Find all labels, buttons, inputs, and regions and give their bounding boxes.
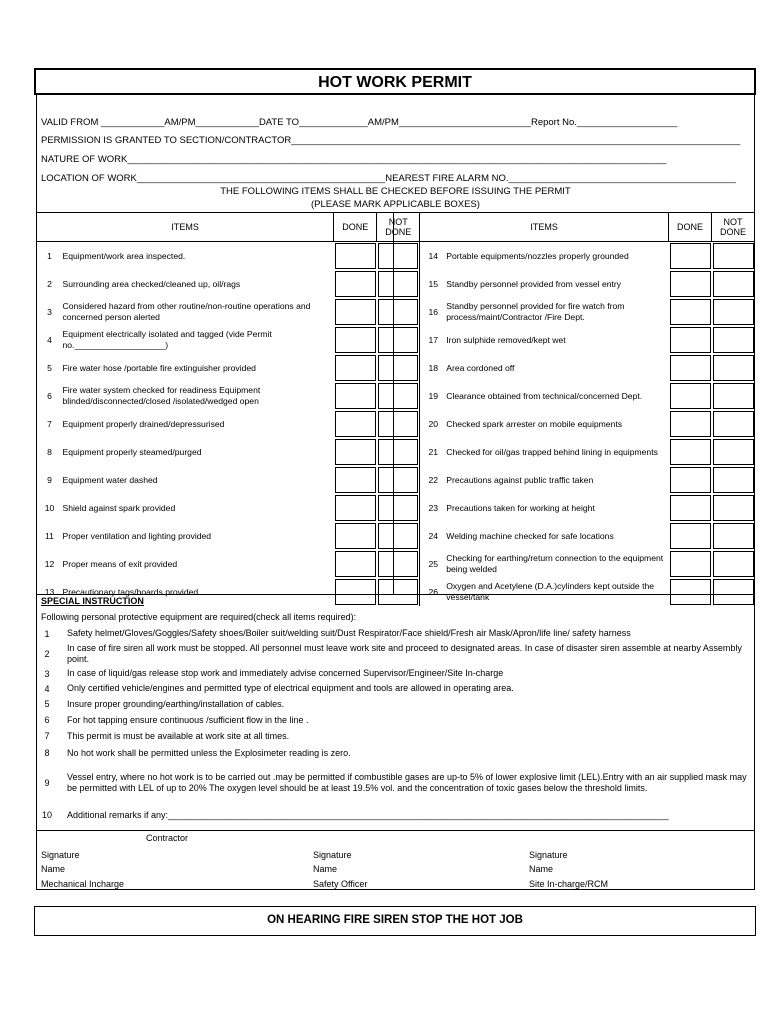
instruction-number: 3 bbox=[44, 668, 50, 679]
item-number: 10 bbox=[44, 503, 55, 513]
item-text: Clearance obtained from technical/concerned Dept. bbox=[446, 390, 643, 401]
not-done-checkbox[interactable] bbox=[713, 243, 754, 269]
item-text: Standby personnel provided from vessel entry bbox=[446, 278, 622, 289]
item-number: 1 bbox=[47, 251, 52, 261]
table-row bbox=[37, 466, 755, 494]
not-done-checkbox[interactable] bbox=[713, 495, 754, 521]
item-text: Portable equipments/nozzles properly grounded bbox=[446, 250, 629, 261]
name-label-2: Name bbox=[313, 864, 338, 874]
item-number: 5 bbox=[47, 363, 52, 373]
done-checkbox[interactable] bbox=[670, 439, 711, 465]
not-done-checkbox[interactable] bbox=[713, 299, 754, 325]
signature-label-3: Signature bbox=[529, 850, 568, 860]
table-row bbox=[37, 494, 755, 522]
not-done-checkbox[interactable] bbox=[713, 355, 754, 381]
not-done-checkbox[interactable] bbox=[713, 411, 754, 437]
done-checkbox[interactable] bbox=[670, 495, 711, 521]
check-instruction: THE FOLLOWING ITEMS SHALL BE CHECKED BEFORE ISSUING THE PERMIT bbox=[220, 186, 571, 197]
role-label-1: Mechanical Incharge bbox=[41, 879, 125, 889]
signature-label-2: Signature bbox=[313, 850, 352, 860]
table-row bbox=[37, 578, 755, 606]
list-item bbox=[36, 744, 751, 762]
valid-from-line[interactable]: VALID FROM ____________AM/PM____________DATE TO_____________AM/PM_________________________Report No.___________________ bbox=[41, 117, 678, 128]
not-done-checkbox[interactable] bbox=[378, 551, 419, 577]
done-checkbox[interactable] bbox=[335, 411, 376, 437]
table-row bbox=[37, 242, 755, 271]
table-row bbox=[37, 522, 755, 550]
signature-label-1: Signature bbox=[41, 850, 80, 860]
table-row bbox=[37, 298, 755, 326]
list-item bbox=[36, 641, 751, 666]
instruction-number: 4 bbox=[44, 683, 50, 694]
done-checkbox[interactable] bbox=[335, 355, 376, 381]
item-number: 21 bbox=[428, 447, 439, 457]
item-text: Checked spark arrester on mobile equipments bbox=[446, 418, 623, 429]
col-items-right: ITEMS bbox=[420, 213, 669, 242]
item-number: 19 bbox=[428, 391, 439, 401]
item-text: Equipment properly steamed/purged bbox=[62, 446, 202, 457]
table-row bbox=[37, 382, 755, 410]
done-checkbox[interactable] bbox=[335, 383, 376, 409]
instruction-text: In case of liquid/gas release stop work and immediately advise concerned Supervisor/Engineer/Site In-charge bbox=[67, 668, 504, 678]
special-instruction-subtitle: Following personal protective equipment are required(check all items required): bbox=[41, 612, 357, 622]
done-checkbox[interactable] bbox=[335, 299, 376, 325]
done-checkbox[interactable] bbox=[335, 243, 376, 269]
not-done-checkbox[interactable] bbox=[378, 271, 419, 297]
not-done-checkbox[interactable] bbox=[378, 383, 419, 409]
instruction-text[interactable]: Additional remarks if any:____________________________________________________________________________________________________ bbox=[67, 809, 669, 820]
table-row bbox=[37, 410, 755, 438]
instruction-number: 9 bbox=[44, 778, 50, 788]
item-number: 18 bbox=[428, 363, 439, 373]
list-item bbox=[36, 728, 751, 744]
item-text: Welding machine checked for safe locations bbox=[446, 530, 614, 541]
list-item bbox=[36, 626, 751, 641]
item-number: 23 bbox=[428, 503, 439, 513]
not-done-checkbox[interactable] bbox=[378, 439, 419, 465]
not-done-checkbox[interactable] bbox=[378, 467, 419, 493]
item-text: Proper ventilation and lighting provided bbox=[62, 530, 212, 541]
item-number: 4 bbox=[47, 335, 52, 345]
permission-line[interactable]: PERMISSION IS GRANTED TO SECTION/CONTRACTOR_____________________________________________________________________________________ bbox=[41, 135, 741, 146]
not-done-checkbox[interactable] bbox=[378, 355, 419, 381]
done-checkbox[interactable] bbox=[335, 327, 376, 353]
not-done-checkbox[interactable] bbox=[713, 523, 754, 549]
done-checkbox[interactable] bbox=[670, 271, 711, 297]
done-checkbox[interactable] bbox=[670, 383, 711, 409]
item-text: Equipment properly drained/depressurised bbox=[62, 418, 225, 429]
not-done-checkbox[interactable] bbox=[378, 243, 419, 269]
not-done-checkbox[interactable] bbox=[378, 411, 419, 437]
item-number: 25 bbox=[428, 559, 439, 569]
item-number: 12 bbox=[44, 559, 55, 569]
col-done-left: DONE bbox=[334, 213, 377, 242]
done-checkbox[interactable] bbox=[335, 523, 376, 549]
location-of-work-line[interactable]: LOCATION OF WORK_______________________________________________NEAREST FIRE ALARM NO.___________________________________________ bbox=[41, 173, 736, 184]
item-number: 13 bbox=[44, 587, 55, 597]
item-number: 22 bbox=[428, 475, 439, 485]
instruction-text: Insure proper grounding/earthing/installation of cables. bbox=[67, 698, 285, 709]
done-checkbox[interactable] bbox=[670, 243, 711, 269]
special-instruction-list bbox=[36, 626, 751, 826]
item-text: Checked for oil/gas trapped behind lining in equipments bbox=[446, 446, 658, 457]
item-text: Surrounding area checked/cleaned up, oil/rags bbox=[62, 278, 241, 289]
item-number: 17 bbox=[428, 335, 439, 345]
list-item bbox=[36, 804, 751, 826]
not-done-checkbox[interactable] bbox=[713, 467, 754, 493]
item-number: 26 bbox=[428, 587, 439, 597]
not-done-checkbox[interactable] bbox=[713, 439, 754, 465]
name-label-3: Name bbox=[529, 864, 554, 874]
item-text: Precautions taken for working at height bbox=[446, 502, 595, 513]
done-checkbox[interactable] bbox=[335, 439, 376, 465]
done-checkbox[interactable] bbox=[335, 467, 376, 493]
item-text: Proper means of exit provided bbox=[62, 558, 178, 569]
col-done-right: DONE bbox=[669, 213, 712, 242]
special-separator bbox=[36, 594, 755, 595]
item-text: Equipment water dashed bbox=[62, 474, 158, 485]
not-done-checkbox[interactable] bbox=[378, 523, 419, 549]
item-number: 24 bbox=[428, 531, 439, 541]
item-number: 14 bbox=[428, 251, 439, 261]
done-checkbox[interactable] bbox=[670, 411, 711, 437]
done-checkbox[interactable] bbox=[670, 579, 711, 605]
item-text: Equipment/work area inspected. bbox=[62, 250, 186, 261]
col-not-done-left: NOT DONE bbox=[377, 213, 420, 242]
item-number: 16 bbox=[428, 307, 439, 317]
item-text: Shield against spark provided bbox=[62, 502, 176, 513]
check-instruction-note: (PLEASE MARK APPLICABLE BOXES) bbox=[311, 199, 480, 210]
item-text: Equipment electrically isolated and tagged (vide Permit no.___________________) bbox=[62, 329, 272, 350]
instruction-text: Vessel entry, where no hot work is to be carried out .may be permitted if combustible gases are up-to 5% of lower explosive limit (LEL).Entry with an air supplied mask may be permitted with LEL of up to 20% The oxygen level should be at least 19.5% vol. and the concentration of toxic gases below the threshold limits. bbox=[67, 772, 747, 793]
signature-separator bbox=[36, 830, 755, 831]
done-checkbox[interactable] bbox=[670, 467, 711, 493]
nature-of-work-line[interactable]: NATURE OF WORK______________________________________________________________________________________________________ bbox=[41, 154, 667, 165]
col-not-done-right: NOT DONE bbox=[712, 213, 755, 242]
table-row bbox=[37, 550, 755, 578]
done-checkbox[interactable] bbox=[335, 495, 376, 521]
not-done-checkbox[interactable] bbox=[378, 327, 419, 353]
instruction-number: 8 bbox=[44, 748, 50, 758]
special-instruction-title: SPECIAL INSTRUCTION bbox=[41, 596, 144, 606]
instruction-text: No hot work shall be permitted unless the Explosimeter reading is zero. bbox=[67, 747, 351, 758]
item-number: 6 bbox=[47, 391, 52, 401]
item-number: 11 bbox=[45, 531, 54, 541]
done-checkbox[interactable] bbox=[670, 523, 711, 549]
not-done-checkbox[interactable] bbox=[713, 551, 754, 577]
item-text: Considered hazard from other routine/non-routine operations and concerned person alerted bbox=[62, 301, 311, 322]
permit-title: HOT WORK PERMIT bbox=[34, 68, 756, 95]
table-divider bbox=[393, 212, 394, 594]
not-done-checkbox[interactable] bbox=[378, 299, 419, 325]
instruction-text: This permit is must be available at work site at all times. bbox=[67, 730, 290, 741]
not-done-checkbox[interactable] bbox=[378, 579, 419, 605]
item-number: 15 bbox=[428, 279, 439, 289]
col-items-left: ITEMS bbox=[37, 213, 334, 242]
instruction-number: 2 bbox=[44, 648, 50, 659]
item-text: Oxygen and Acetylene (D.A.)cylinders kept outside the vessel/tank bbox=[446, 581, 655, 602]
list-item bbox=[36, 712, 751, 728]
contractor-label: Contractor bbox=[146, 833, 189, 843]
done-checkbox[interactable] bbox=[670, 551, 711, 577]
instruction-number: 5 bbox=[44, 699, 50, 709]
item-number: 20 bbox=[428, 419, 439, 429]
item-text: Area cordoned off bbox=[446, 362, 515, 373]
not-done-checkbox[interactable] bbox=[378, 495, 419, 521]
item-text: Fire water hose /portable fire extinguisher provided bbox=[62, 362, 256, 373]
item-text: Precautionary tags/boards provided bbox=[62, 586, 199, 597]
not-done-checkbox[interactable] bbox=[713, 271, 754, 297]
role-label-2: Safety Officer bbox=[313, 879, 368, 889]
item-number: 3 bbox=[47, 307, 52, 317]
not-done-checkbox[interactable] bbox=[713, 579, 754, 605]
list-item bbox=[36, 666, 751, 681]
item-number: 7 bbox=[47, 419, 52, 429]
item-number: 9 bbox=[47, 475, 52, 485]
item-number: 2 bbox=[47, 279, 52, 289]
table-row bbox=[37, 354, 755, 382]
instruction-text: Safety helmet/Gloves/Goggles/Safety shoes/Boiler suit/welding suit/Dust Respirator/Face shield/Fresh air Mask/Apron/life line/ safety harness bbox=[67, 628, 631, 638]
item-number: 8 bbox=[47, 447, 52, 457]
instruction-text: For hot tapping ensure continuous /sufficient flow in the line . bbox=[67, 714, 309, 725]
instruction-text: In case of fire siren all work must be stopped. All personnel must leave work site and proceed to designated areas. In case of disaster siren assemble at nearby Assembly point. bbox=[67, 642, 742, 664]
not-done-checkbox[interactable] bbox=[713, 327, 754, 353]
instruction-number: 6 bbox=[44, 715, 50, 725]
instruction-number: 1 bbox=[44, 628, 50, 639]
instruction-text: Only certified vehicle/engines and permitted type of electrical equipment and tools are allowed in operating area. bbox=[67, 683, 514, 693]
instruction-number: 7 bbox=[44, 731, 50, 741]
item-text: Fire water system checked for readiness Equipment blinded/disconnected/closed /isolated/wedged open bbox=[62, 385, 261, 406]
list-item bbox=[36, 681, 751, 696]
list-item bbox=[36, 696, 751, 712]
instruction-number: 10 bbox=[41, 810, 52, 820]
done-checkbox[interactable] bbox=[670, 327, 711, 353]
item-text: Precautions against public traffic taken bbox=[446, 474, 594, 485]
done-checkbox[interactable] bbox=[335, 551, 376, 577]
item-text: Checking for earthing/return connection to the equipment being welded bbox=[446, 553, 664, 574]
done-checkbox[interactable] bbox=[670, 355, 711, 381]
role-label-3: Site In-charge/RCM bbox=[529, 879, 609, 889]
list-item bbox=[36, 762, 751, 804]
not-done-checkbox[interactable] bbox=[713, 383, 754, 409]
item-text: Iron sulphide removed/kept wet bbox=[446, 334, 566, 345]
table-row bbox=[37, 270, 755, 298]
table-row bbox=[37, 326, 755, 354]
checklist-table bbox=[36, 212, 755, 606]
done-checkbox[interactable] bbox=[335, 579, 376, 605]
table-row bbox=[37, 438, 755, 466]
done-checkbox[interactable] bbox=[670, 299, 711, 325]
name-label-1: Name bbox=[41, 864, 66, 874]
done-checkbox[interactable] bbox=[335, 271, 376, 297]
item-text: Standby personnel provided for fire watch from process/maint/Contractor /Fire Dept. bbox=[446, 301, 625, 322]
fire-siren-footer: ON HEARING FIRE SIREN STOP THE HOT JOB bbox=[34, 906, 756, 936]
